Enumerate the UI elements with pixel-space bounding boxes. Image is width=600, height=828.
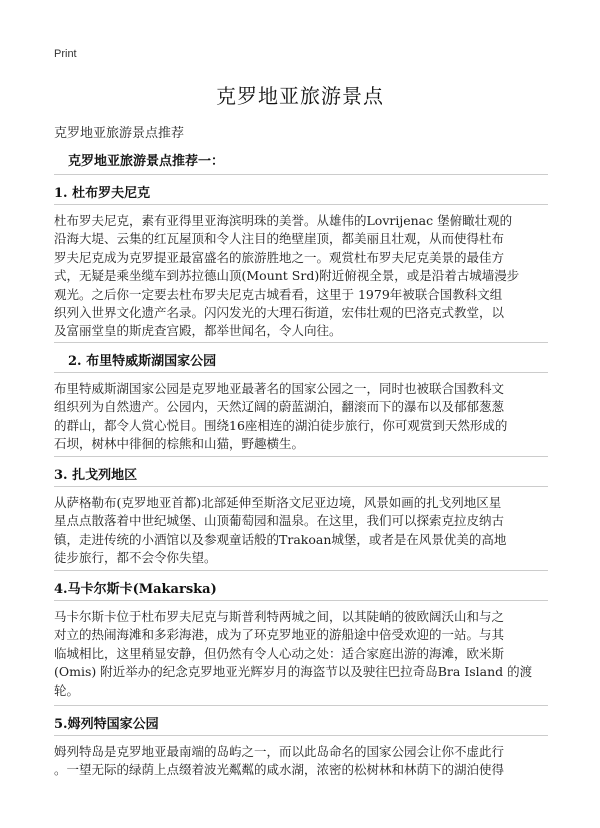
divider (54, 735, 548, 736)
text-line: 式，无疑是乘坐缆车到苏拉德山顶(Mount Srd)附近俯视全景，或是沿着古城墙漫步 (54, 268, 520, 284)
divider (54, 174, 548, 175)
print-label: Print (54, 48, 77, 60)
section-body-4 (54, 608, 548, 700)
text-line: 徒步旅行，都不会令你失望。 (54, 550, 217, 566)
intro-heading: 克罗地亚旅游景点推荐一： (68, 154, 225, 169)
section-body-5 (54, 743, 548, 780)
text-line: 马卡尔斯卡位于杜布罗夫尼克与斯普利特两城之间，以其陡峭的彼欧阔沃山和与之 (54, 609, 505, 624)
section-body-1 (54, 212, 548, 341)
page-title: 克罗地亚旅游景点 (216, 84, 384, 108)
text-line: 。一望无际的绿荫上点缀着波光粼粼的咸水湖，浓密的松树林和林荫下的湖泊使得 (54, 762, 505, 778)
divider (54, 372, 548, 373)
divider (54, 705, 548, 706)
section-heading-3: 3. 扎戈列地区 (54, 468, 138, 483)
section-body-3 (54, 494, 548, 568)
text-line: 沿海大堤、云集的红瓦屋顶和令人注目的绝壁崖顶，都美丽且壮观，从而使得杜布 (54, 231, 505, 247)
divider (54, 486, 548, 487)
text-line: 石坝，树林中徘徊的棕熊和山猫，野趣横生。 (54, 436, 305, 452)
text-line: 组织列为自然遗产。公园内，天然辽阔的蔚蓝湖泊，翻滚而下的瀑布以及郁郁葱葱 (54, 399, 505, 415)
divider (54, 204, 548, 205)
section-body-2 (54, 380, 548, 454)
text-line: 观光。之后你一定要去杜布罗夫尼克古城看看，这里于 1979年被联合国教科文组 (54, 286, 503, 302)
section-heading-1: 1. 杜布罗夫尼克 (54, 186, 151, 201)
text-line: 的群山，都令人赏心悦目。围绕16座相连的湖泊徒步旅行，你可观赏到天然形成的 (54, 417, 508, 433)
subtitle: 克罗地亚旅游景点推荐 (54, 126, 185, 141)
section-heading-5: 5.姆列特国家公园 (54, 717, 159, 732)
section-heading-2: 2. 布里特威斯湖国家公园 (68, 354, 217, 369)
divider (54, 600, 548, 601)
text-line: 姆列特岛是克罗地亚最南端的岛屿之一，而以此岛命名的国家公园会让你不虚此行 (54, 744, 505, 759)
text-line: 从萨格勒布(克罗地亚首都)北部延伸至斯洛文尼亚边境，风景如画的扎戈列地区星 (54, 495, 502, 510)
text-line: 织列入世界文化遗产名录。闪闪发光的大理石街道，宏伟壮观的巴洛克式教堂，以 (54, 305, 505, 321)
divider (54, 456, 548, 457)
text-line: 及富丽堂皇的斯虎查宫殿，都举世闻名，令人向往。 (54, 323, 342, 339)
text-line: (Omis) 附近举办的纪念克罗地亚光辉岁月的海盗节以及驶往巴拉奇岛Bra Island 的渡 (54, 664, 533, 680)
text-line: 布里特威斯湖国家公园是克罗地亚最著名的国家公园之一，同时也被联合国教科文 (54, 381, 505, 396)
text-line: 罗夫尼克成为克罗提亚最富盛名的旅游胜地之一。观赏杜布罗夫尼克美景的最佳方 (54, 249, 505, 265)
text-line: 星点点散落着中世纪城堡、山顶葡萄园和温泉。在这里，我们可以探索克拉皮纳古 (54, 513, 505, 529)
section-heading-4: 4.马卡尔斯卡(Makarska) (54, 582, 217, 597)
text-line: 对立的热闹海滩和多彩海港，成为了环克罗地亚的游船途中倍受欢迎的一站。与其 (54, 627, 505, 643)
text-line: 杜布罗夫尼克，素有亚得里亚海滨明珠的美誉。从雄伟的Lovrijenac 堡俯瞰壮观的 (54, 213, 513, 228)
text-line: 轮。 (54, 682, 80, 698)
text-line: 临城相比，这里稍显安静，但仍然有令人心动之处：适合家庭出游的海滩，欧米斯 (54, 645, 505, 661)
text-line: 镇，走进传统的小酒馆以及参观童话般的Trakoan城堡，或者是在风景优美的高地 (54, 531, 507, 547)
divider (54, 570, 548, 571)
divider (54, 342, 548, 343)
